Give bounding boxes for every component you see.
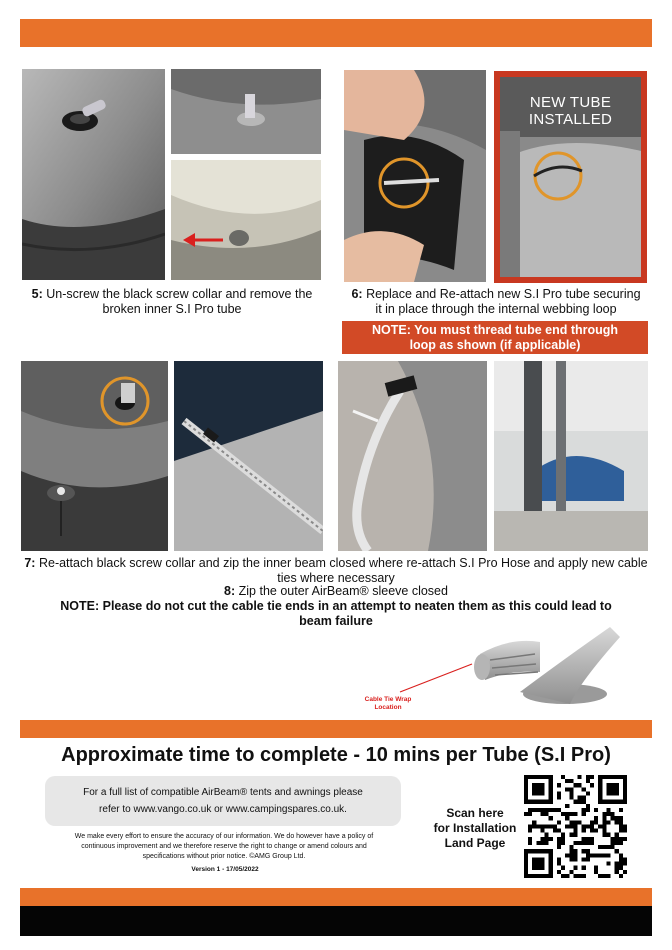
- footer-orange-bar-top: [20, 720, 652, 738]
- cable-tie-label-line2: Location: [374, 704, 402, 711]
- photo-step7-collar-reattached: [21, 361, 168, 551]
- thread-tube-note: [342, 321, 648, 354]
- qr-code-icon[interactable]: [524, 775, 627, 878]
- warning-line2: beam failure: [299, 614, 373, 628]
- photo-step7-hose-cable-ties: [338, 361, 487, 551]
- photo-step8-outer-sleeve: [494, 361, 648, 551]
- scan-line2: for Installation: [433, 821, 517, 835]
- step7-caption: [20, 556, 652, 586]
- version-text: Version 1 - 17/05/2022: [191, 866, 259, 873]
- time-to-complete-headline: Approximate time to complete - 10 mins per Tube (S.I Pro): [61, 744, 611, 766]
- step6-number: 6:: [351, 287, 363, 301]
- step5-number: 5:: [31, 287, 43, 301]
- note-line1: NOTE: You must thread tube end through: [371, 322, 619, 337]
- compatibility-info-box: [45, 776, 401, 826]
- step6-text-line2: it in place through the internal webbing loop: [375, 302, 617, 316]
- disclaimer-text: We make every effort to ensure the accuracy of our information. We do however have a policy of continuous improvement and we therefore reserve the right to change or amend colours and specifications without prior notice. ©AMG Group Ltd.: [74, 833, 374, 860]
- step6-caption: [340, 287, 652, 317]
- note-line2: loop as shown (if applicable): [409, 337, 581, 352]
- photo-step5-collar-closeup: [22, 69, 165, 280]
- cable-tie-label-line1: Cable Tie Wrap: [364, 696, 412, 703]
- photo-step5-tube-closeup: [171, 69, 321, 154]
- step5-text-line1: Un-screw the black screw collar and remove the: [46, 287, 313, 301]
- photo-step5-tube-removal: [171, 160, 321, 280]
- new-tube-installed-label: NEW TUBE INSTALLED: [528, 94, 613, 128]
- warning-line1: NOTE: Please do not cut the cable tie ends in an attempt to neaten them as this could lead to: [60, 599, 612, 613]
- photo-step7-zip-closed: [174, 361, 323, 551]
- step7-number: 7:: [24, 556, 36, 570]
- scan-line1: Scan here: [446, 806, 504, 820]
- photo-step6-hands-threading: [344, 70, 486, 282]
- step5-text-line2: broken inner S.I Pro tube: [102, 302, 242, 316]
- top-orange-bar: [20, 19, 652, 47]
- step7-text-line1: Re-attach black screw collar and zip the inner beam closed where re-attach S.I Pro Hose and apply new cable: [38, 556, 648, 570]
- info-line1: For a full list of compatible AirBeam® tents and awnings please: [83, 787, 363, 798]
- step5-caption: [22, 287, 322, 317]
- scan-instruction: [425, 806, 525, 851]
- cable-tie-label: [360, 696, 416, 712]
- footer-black-band: [20, 906, 652, 936]
- footer-orange-bar-bottom: [20, 888, 652, 906]
- step7-text-line2: ties where necessary: [277, 571, 395, 585]
- step8-text: Zip the outer AirBeam® sleeve closed: [238, 584, 448, 598]
- step6-text-line1: Replace and Re-attach new S.I Pro tube securing: [366, 287, 641, 301]
- scan-line3: Land Page: [444, 836, 506, 850]
- step8-caption: [20, 584, 652, 599]
- step8-number: 8:: [224, 584, 236, 598]
- photo-step6-new-tube-installed: [494, 71, 647, 283]
- info-line2: refer to www.vango.co.uk or www.campingspares.co.uk.: [99, 804, 347, 815]
